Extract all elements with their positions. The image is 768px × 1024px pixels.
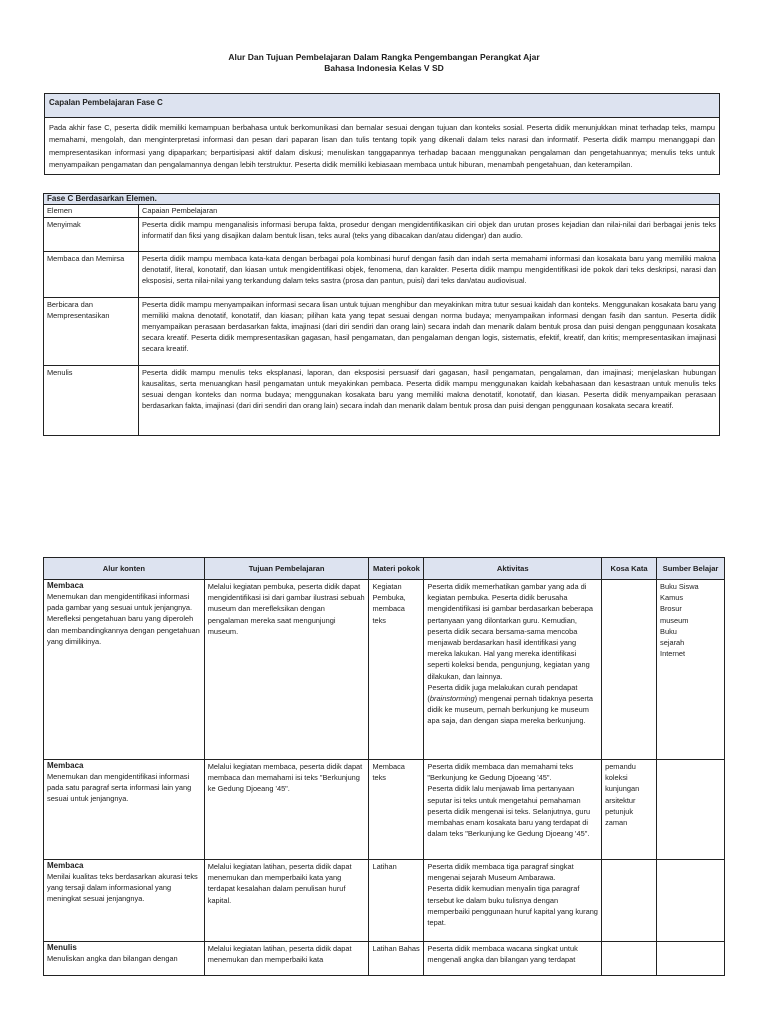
skill-label: Membaca: [47, 761, 84, 770]
col-header-sumber: Sumber Belajar: [657, 558, 725, 580]
sumber-item: museum: [660, 615, 689, 625]
alur-text: Menuliskan angka dan bilangan dengan: [47, 954, 178, 963]
table-row: [44, 760, 725, 860]
alur-text: Menilai kualitas teks berdasarkan akurasi teks yang tersaji dalam informasional yang meningkat sesuai jenjangnya.: [47, 872, 198, 904]
tujuan-text: Melalui kegiatan latihan, peserta didik dapat menemukan dan memperbaiki kata yang terdapat kesalahan dalam penulisan huruf kapital.: [204, 860, 369, 942]
materi-text: Latihan Bahas: [369, 942, 424, 976]
elemen-col-header: Elemen: [44, 205, 139, 218]
table-row: [44, 580, 725, 760]
tujuan-text: Melalui kegiatan latihan, peserta didik dapat menemukan dan memperbaiki kata: [204, 942, 369, 976]
table-row: [44, 942, 725, 976]
kosa-text: pemandu koleksi kunjungan arsitektur petunjuk zaman: [602, 760, 657, 860]
sumber-list: [657, 860, 725, 942]
aktivitas-part: ) mengenai pernah tidaknya peserta didik ke museum, pernah berkunjung ke museum apa saja, dan dengan siapa mereka berkunjung.: [427, 694, 593, 726]
elemen-name: Berbicara dan Mempresentasikan: [44, 297, 139, 365]
materi-text: Kegiatan Pembuka, membaca teks: [369, 580, 424, 760]
sumber-list: [657, 942, 725, 976]
sumber-item: Brosur: [660, 604, 682, 614]
skill-label: Membaca: [47, 581, 84, 590]
alur-text: Menemukan dan mengidentifikasi informasi pada gambar yang sesuai untuk jenjangnya. Merefleksi pengetahuan baru yang diperoleh dan membandingkannya dengan pengetahuan yang dimilikinya.: [47, 592, 200, 646]
col-header-kosa: Kosa Kata: [602, 558, 657, 580]
elemen-text: Peserta didik mampu menyampaikan informasi secara lisan untuk tujuan menghibur dan meyakinkan mitra tutur sesuai kaidah dan konteks. Menggunakan kosakata baru yang memiliki makna denotatif, konotatif, dan kiasan; pilihan kata yang tepat sesuai dengan norma budaya; menyampaikan informasi dengan fasih dan santun. Peserta didik menyampaikan perasaan berdasarkan fakta, imajinasi (dari diri sendiri dan orang lain) secara indah dan menarik dalam bentuk prosa dan puisi dengan penggunaan kosakata secara kreatif. Peserta didik mempresentasikan gagasan, hasil pengamatan, dan pengalaman dengan logis, sistematis, efektif, kreatif, dan kritis; mempresentasikan imajinasi secara kreatif.: [139, 297, 720, 365]
elemen-text: Peserta didik mampu membaca kata-kata dengan berbagai pola kombinasi huruf dengan fasih dan indah serta memahami informasi dan kosakata baru yang memiliki makna denotatif, literal, konotatif, dan kiasan untuk mengidentifikasi objek, fenomena, dan karakter. Peserta didik mampu mengidentifikasi ide pokok dari teks deskripsi, narasi dan eksposisi, serta nilai-nilai yang terkandung dalam teks sastra (prosa dan pantun, puisi) dari teks dan/atau audiovisual.: [139, 251, 720, 297]
elemen-table: [43, 193, 720, 436]
col-header-alur: Alur konten: [44, 558, 205, 580]
sumber-list: [657, 580, 725, 760]
aktivitas-text: Peserta didik membaca tiga paragraf singkat mengenai sejarah Museum Ambarawa. Peserta didik kemudian menyalin tiga paragraf tersebut ke dalam buku tulisnya dengan memperbaiki penggunaan huruf kapital yang kurang tepat.: [424, 860, 602, 942]
elemen-name: Menulis: [44, 365, 139, 435]
document-subtitle: Bahasa Indonesia Kelas V SD: [324, 63, 444, 73]
skill-label: Menulis: [47, 943, 77, 952]
sumber-item: sejarah: [660, 638, 685, 648]
tujuan-text: Melalui kegiatan pembuka, peserta didik dapat mengidentifikasi isi dari gambar ilustrasi sebuah museum dan merefleksikan dengan pengalaman mereka saat mengunjungi museum.: [204, 580, 369, 760]
table-row: [44, 860, 725, 942]
aktivitas-part: Peserta didik memerhatikan gambar yang ada di kegiatan pembuka. Peserta didik berusaha mengidentifikasi isi gambar berdasarkan beberapa pertanyaan yang dilontarkan guru. Kemudian, peserta didik secara bersama-sama mencoba menjawab berdasarkan hasil identifikasi yang mereka lakukan. Hal yang mereka identifikasi seperti koleksi benda, pengunjung, kegiatan yang dilakukan, dan lainnya. Peserta didik juga melakukan curah pendapat (: [427, 582, 593, 704]
sumber-list: [657, 760, 725, 860]
kosa-text: [602, 860, 657, 942]
capaian-body: Pada akhir fase C, peserta didik memiliki kemampuan berbahasa untuk berkomunikasi dan bernalar sesuai dengan tujuan dan konteks sosial. Peserta didik menunjukkan minat terhadap teks, mampu memahami, mengolah, dan menginterpretasi informasi dan pesan dari paparan lisan dan tulis tentang topik yang dikenali dalam teks narasi dan informatif. Peserta didik mampu menanggapi dan mempresentasikan informasi yang dipaparkan; berpartisipasi aktif dalam diskusi; menuliskan tanggapannya terhadap bacaan menggunakan pengalaman dan pengetahuannya; menulis teks untuk menyampaikan pengamatan dan pengalamannya dengan lebih terstruktur. Peserta didik memiliki kebiasaan membaca untuk hiburan, menambah pengetahuan, dan keterampilan.: [45, 118, 720, 175]
aktivitas-text: Peserta didik membaca wacana singkat untuk mengenali angka dan bilangan yang terdapat: [424, 942, 602, 976]
capaian-table: [44, 93, 720, 175]
materi-text: Latihan: [369, 860, 424, 942]
elemen-text: Peserta didik mampu menulis teks eksplanasi, laporan, dan eksposisi persuasif dari gagasan, hasil pengamatan, pengalaman, dan imajinasi; menjelaskan hubungan kausalitas, serta menuangkan hasil pengamatan untuk meyakinkan pembaca. Peserta didik mampu menggunakan kaidah kebahasaan dan kesastraan untuk menulis teks sesuai dengan konteks dan norma budaya; menggunakan kosakata baru yang memiliki makna denotatif, konotatif, dan kiasan. Peserta didik menyampaikan perasaan berdasarkan fakta, imajinasi (dari diri sendiri dan orang lain) secara indah dan menarik dalam bentuk prosa dan puisi dengan penggunaan kosakata secara kreatif.: [139, 365, 720, 435]
alur-table: [43, 557, 725, 976]
sumber-item: Buku Siswa: [660, 582, 699, 591]
elemen-heading: Fase C Berdasarkan Elemen.: [44, 194, 720, 205]
col-header-tujuan: Tujuan Pembelajaran: [204, 558, 369, 580]
capaian-heading: Capalan Pembelajaran Fase C: [45, 94, 720, 118]
kosa-text: [602, 942, 657, 976]
elemen-name: Membaca dan Memirsa: [44, 251, 139, 297]
document-title: Alur Dan Tujuan Pembelajaran Dalam Rangka Pengembangan Perangkat Ajar: [228, 52, 540, 62]
aktivitas-text: [424, 580, 602, 760]
col-header-aktivitas: Aktivitas: [424, 558, 602, 580]
elemen-text: Peserta didik mampu menganalisis informasi berupa fakta, prosedur dengan mengidentifikasikan ciri objek dan urutan proses kejadian dan nilai-nilai dari berbagai jenis teks informatif dan fiksi yang disajikan dalam bentuk lisan, teks aural (teks yang dibacakan dan/atau didengar) dan audio.: [139, 217, 720, 251]
skill-label: Membaca: [47, 861, 84, 870]
sumber-item: Kamus: [660, 593, 684, 603]
col-header-materi: Materi pokok: [369, 558, 424, 580]
alur-text: Menemukan dan mengidentifikasi informasi pada satu paragraf serta informasi lain yang sesuai untuk jenjangnya.: [47, 772, 192, 804]
aktivitas-emphasis: brainstorming: [429, 694, 475, 704]
aktivitas-text: Peserta didik membaca dan memahami teks "Berkunjung ke Gedung Djoeang '45". Peserta didik lalu menjawab lima pertanyaan seputar isi teks untuk mengetahui pemahaman peserta didik mengenai isi teks. Selanjutnya, guru membahas enam kosakata baru yang terdapat di dalam teks "Berkunjung ke Gedung Djoeang '45".: [424, 760, 602, 860]
capaian-col-header: Capaian Pembelajaran: [139, 205, 720, 218]
sumber-item: Buku: [660, 626, 677, 636]
sumber-item: Internet: [660, 649, 686, 659]
materi-text: Membaca teks: [369, 760, 424, 860]
kosa-text: [602, 580, 657, 760]
tujuan-text: Melalui kegiatan membaca, peserta didik dapat membaca dan memahami isi teks "Berkunjung ke Gedung Djoeang '45".: [204, 760, 369, 860]
elemen-name: Menyimak: [44, 217, 139, 251]
